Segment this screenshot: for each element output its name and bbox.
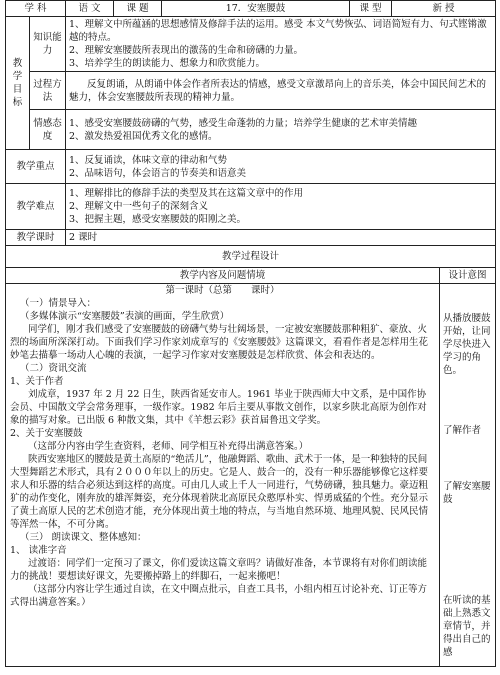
lesson-body-row <box>6 284 496 667</box>
knowledge-item: 3、培养学生的朗读能力、想象力和欣赏能力。 <box>69 58 266 69</box>
section-drum-note: （这部分内容由学生查资料，老师、同学相互补充得出满意答案。） <box>28 441 309 452</box>
objectives-label: 教学目标 <box>6 17 30 150</box>
section-reading-note: （这部分内容让学生通过自读，在文中圈点批示，自查工具书，小组内相互讨论补充、订正等方式得出满意答案。） <box>10 584 428 608</box>
emotion-content <box>66 110 496 150</box>
intent-note: 了解作者 <box>443 425 482 436</box>
intent-column <box>440 284 496 667</box>
process-content <box>66 72 496 110</box>
process-design-row <box>6 246 496 268</box>
process-design-title: 教学过程设计 <box>6 246 496 268</box>
hours-value: 2 课时 <box>66 230 496 246</box>
key-points-content <box>66 150 496 184</box>
column-header-row <box>6 268 496 284</box>
knowledge-label: 知识能力 <box>30 17 66 72</box>
lesson-body <box>6 284 440 667</box>
section-intro-text: 同学们，刚才我们感受了安塞腰鼓的磅礴气势与壮阔场景，一定被安塞腰鼓那种粗犷、豪放、火烈的场面所深深打动。下面我们学习作家刘成章写的《安塞腰鼓》这篇课文，看看作者是怎样用生花妙笔去描摹一场动人心魄的表演，一起学习作家对安塞腰鼓是怎样欣赏、体会和表达的。 <box>10 324 429 361</box>
section-drum-text: 陕西安塞地区的腰鼓是黄土高原的“绝活儿”，他融舞蹈、歌曲、武术于一体，是一种独特的民间大型舞蹈艺术形式，具有２０００年以上的历史。它是人、鼓合一的，没有一种乐器能够像它这样要求人和乐器的结合必须达到这样的高度。可由几人或上千人一同进行，气势磅礴，独具魅力。豪迈粗犷的动作变化，刚奔放的雄浑舞姿，充分体现着陕北高原民众憨厚朴实、悍勇威猛的个性。充分显示了黄土高原人民的艺术创造才能，充分体现出黄土地的特点，与当地自然环境、地理风貌、民风民情等浑然一体，不可分离。 <box>10 454 429 530</box>
emotion-label: 情感态度 <box>30 110 66 150</box>
knowledge-item: 2、理解安塞腰鼓所表现出的激荡的生命和磅礴的力量。 <box>69 45 304 56</box>
key-point-item: 1、反复诵读，体味文章的律动和气势 <box>69 154 228 166</box>
difficulties-label: 教学难点 <box>6 184 66 230</box>
type-value: 新 授 <box>392 1 496 17</box>
emotion-item: 2、激发热爱祖国优秀文化的感情。 <box>69 130 218 142</box>
section-reading-subtitle: 1、 读准字音 <box>10 545 67 556</box>
key-points-label: 教学重点 <box>6 150 66 184</box>
first-lesson-title: 第一课时（总第 课时） <box>165 285 280 296</box>
subject-label: 学 科 <box>6 1 66 17</box>
hours-row <box>6 230 496 246</box>
subject-value: 语 文 <box>66 1 114 17</box>
emotion-item: 1、感受安塞腰鼓磅礴的气势，感受生命蓬勃的力量；培养学生健康的艺术审美情趣 <box>69 117 418 129</box>
topic-value: 17．安塞腰鼓 <box>162 1 350 17</box>
lesson-plan-table <box>5 0 496 667</box>
header-row <box>6 1 496 17</box>
section-reading-title: （三） 朗读课文、整体感知： <box>20 532 147 543</box>
intent-column-header: 设计意图 <box>440 268 496 284</box>
knowledge-item: 1、理解文中所蕴涵的思想感情及修辞手法的运用。感受 本文气势恢弘、词语简短有力、句式铿锵激越的特点。 <box>69 19 487 43</box>
section-author-text: 刘成章，1937 年 2 月 22 日生，陕西省延安市人。1961 毕业于陕西师大中文系，是中国作协会员、中国散文学会常务理事，一级作家。1982 年后主要从事散文创作，以家乡陕北高原为创作对象的描写对象。已出版 6 种散文集，其中《羊想云彩》获首届鲁迅文学奖。 <box>10 389 427 426</box>
section-intro-note: （多媒体演示“安塞腰鼓”表演的画面，学生欣赏） <box>20 311 230 322</box>
intent-stack <box>440 284 495 666</box>
objective-knowledge-row <box>6 17 496 72</box>
content-column-header: 教学内容及问题情境 <box>6 268 440 284</box>
objective-process-row <box>6 72 496 110</box>
section-intro-title: （一）情景导入： <box>20 298 97 309</box>
topic-label: 课 题 <box>114 1 162 17</box>
difficulties-content <box>66 184 496 230</box>
key-points-row <box>6 150 496 184</box>
section-author-subtitle: 1、关于作者 <box>10 376 64 387</box>
intent-note: 从播放腰鼓开始，让同学尽快进入学习的角色。 <box>443 313 491 376</box>
process-text: 反复朗诵，从朗诵中体会作者所表达的情感，感受文章激昂向上的音乐美，体会中国民间艺术的魅力，体会安塞腰鼓所表现的精神力量。 <box>69 78 487 103</box>
difficulty-item: 1、理解排比的修辞手法的类型及其在这篇文章中的作用 <box>69 188 304 199</box>
hours-label: 教学课时 <box>6 230 66 246</box>
difficulties-row <box>6 184 496 230</box>
process-label: 过程方法 <box>30 72 66 110</box>
knowledge-content <box>66 17 496 72</box>
intent-note: 了解安塞腰鼓 <box>443 481 491 505</box>
type-label: 课 型 <box>350 1 392 17</box>
section-info-title: （二）资讯交流 <box>20 363 87 374</box>
difficulty-item: 3、把握主题，感受安塞腰鼓的阳刚之美。 <box>69 214 247 225</box>
objective-emotion-row <box>6 110 496 150</box>
section-reading-text: 过渡语：同学们一定预习了课文，你们爱读这篇文章吗？请做好准备，本节课将有对你们朗读能力的挑战！要想读好课文，先要搬掉路上的绊脚石，一起来搬吧！ <box>10 558 428 582</box>
key-point-item: 2、品味语句，体会语言的节奏美和语意美 <box>69 167 247 179</box>
difficulty-item: 2、理解文中一些句子的深刻含义 <box>69 201 209 212</box>
intent-note: 在听读的基础上熟悉文章情节，并得出自己的感 <box>443 595 491 658</box>
section-drum-subtitle: 2、关于安塞腰鼓 <box>10 428 83 439</box>
